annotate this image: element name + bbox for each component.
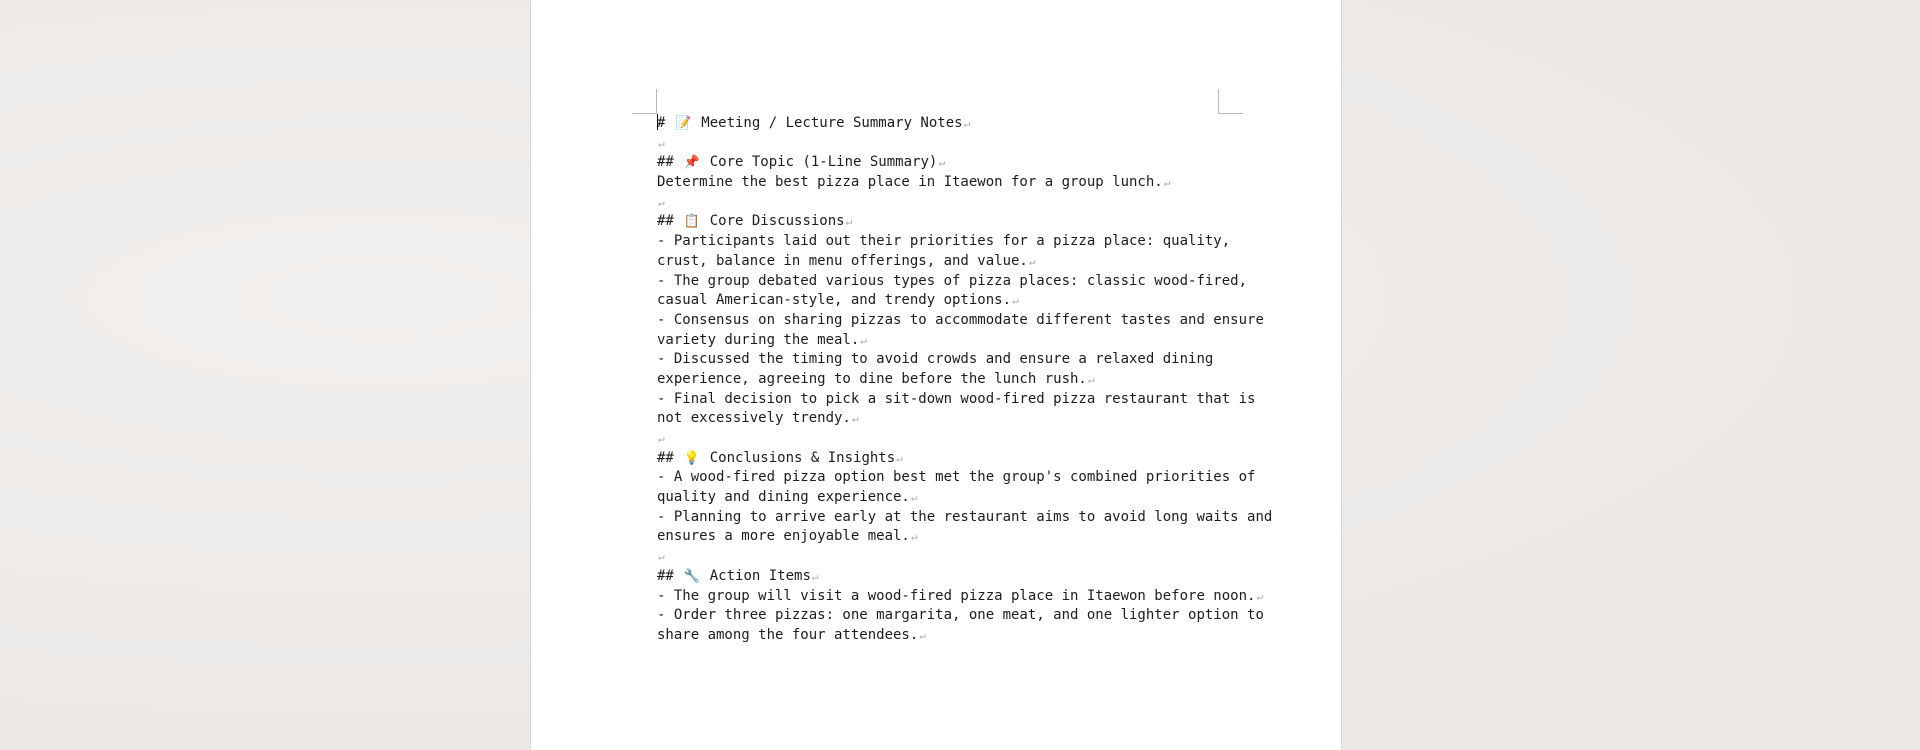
list-item-line[interactable] [657, 587, 1264, 607]
list-item-line[interactable] [657, 409, 1217, 429]
body-text: Determine the best pizza place in Itaewon for a group lunch. [657, 174, 1163, 191]
heading-marker: ## [657, 449, 683, 466]
list-item-line[interactable] [657, 311, 1264, 331]
paragraph-mark: ↵ [1012, 294, 1019, 308]
list-item-text: share among the four attendees. [657, 626, 919, 643]
list-item-line[interactable] [657, 606, 1264, 626]
paragraph-mark: ↵ [658, 136, 665, 150]
core-discussions-list [657, 232, 1264, 429]
paragraph-mark: ↵ [910, 491, 918, 505]
list-item-text: not excessively trendy. [657, 410, 851, 427]
lightbulb-icon: 💡 [683, 450, 700, 466]
list-item-text: - Order three pizzas: one margarita, one meat, and one lighter option to [657, 607, 1264, 624]
list-item-line[interactable] [657, 232, 1231, 252]
section-heading: Core Topic (1-Line Summary) [701, 154, 938, 171]
list-item-line[interactable] [657, 390, 1256, 410]
margin-corner-top-left [632, 89, 657, 114]
paragraph-mark: ↵ [910, 530, 918, 544]
list-item-text: - Planning to arrive early at the restaurant aims to avoid long waits and [657, 508, 1273, 525]
margin-corner-top-right [1218, 89, 1243, 114]
section-heading: Core Discussions [701, 213, 845, 230]
list-item-line[interactable] [657, 272, 1248, 292]
heading-marker: ## [657, 567, 683, 584]
conclusions-heading[interactable] [657, 449, 1217, 469]
list-item-text: - Participants laid out their priorities for a pizza place: quality, [657, 233, 1231, 250]
paragraph-mark: ↵ [1163, 176, 1171, 190]
heading-marker: # [657, 115, 674, 131]
pushpin-icon: 📌 [683, 155, 700, 171]
paragraph-mark: ↵ [963, 117, 971, 130]
list-item-text: ensures a more enjoyable meal. [657, 528, 910, 545]
list-item-text: - The group debated various types of pizza places: classic wood-fired, [657, 272, 1248, 289]
list-item-line[interactable] [657, 291, 1217, 311]
list-item-text: experience, agreeing to dine before the lunch rush. [657, 370, 1087, 387]
wrench-icon: 🔧 [683, 568, 700, 584]
title-line[interactable] [657, 114, 1217, 134]
list-item-text: - Consensus on sharing pizzas to accommodate different tastes and ensure [657, 311, 1264, 328]
list-item-text: - A wood-fired pizza option best met the group's combined priorities of [657, 469, 1256, 486]
paragraph-mark: ↵ [811, 569, 819, 583]
paragraph-mark: ↵ [845, 215, 853, 229]
empty-line[interactable] [657, 429, 1217, 449]
paragraph-mark: ↵ [1028, 254, 1036, 268]
paragraph-mark: ↵ [896, 451, 903, 465]
list-item-text: casual American-style, and trendy options. [657, 292, 1012, 309]
paragraph-mark: ↵ [919, 628, 926, 642]
list-item-text: - Final decision to pick a sit-down wood-fired pizza restaurant that is [657, 390, 1256, 407]
list-item-text: quality and dining experience. [657, 489, 910, 506]
core-topic-heading[interactable] [657, 153, 1217, 173]
action-items-list [657, 587, 1264, 646]
list-item-line[interactable] [657, 626, 1217, 646]
empty-line[interactable] [657, 193, 1217, 213]
list-item-line[interactable] [657, 468, 1256, 488]
conclusions-list [657, 468, 1273, 547]
list-item-line[interactable] [657, 508, 1273, 528]
core-topic-body[interactable] [657, 173, 1217, 193]
list-item-text: - The group will visit a wood-fired pizza place in Itaewon before noon. [657, 587, 1256, 604]
document-page[interactable] [530, 0, 1342, 750]
list-item-text: crust, balance in menu offerings, and value. [657, 252, 1028, 269]
section-heading: Conclusions & Insights [701, 449, 896, 466]
action-items-heading[interactable] [657, 567, 1217, 587]
empty-line[interactable] [657, 134, 1217, 154]
list-item-text: variety during the meal. [657, 331, 860, 348]
list-item-line[interactable] [657, 488, 1217, 508]
section-heading: Action Items [701, 567, 811, 584]
paragraph-mark: ↵ [658, 195, 665, 209]
paragraph-mark: ↵ [860, 333, 867, 347]
clipboard-icon: 📋 [683, 214, 700, 230]
heading-marker: ## [657, 213, 683, 230]
list-item-line[interactable] [657, 252, 1217, 272]
list-item-line[interactable] [657, 331, 1217, 351]
list-item-line[interactable] [657, 527, 1217, 547]
paragraph-mark: ↵ [658, 432, 665, 445]
paragraph-mark: ↵ [1256, 589, 1264, 603]
list-item-text: - Discussed the timing to avoid crowds and ensure a relaxed dining [657, 351, 1214, 368]
core-discussions-heading[interactable] [657, 212, 1217, 232]
empty-line[interactable] [657, 547, 1217, 567]
paragraph-mark: ↵ [1087, 372, 1095, 386]
memo-icon: 📝 [675, 116, 692, 131]
paragraph-mark: ↵ [938, 156, 945, 170]
document-title: Meeting / Lecture Summary Notes [692, 115, 963, 131]
heading-marker: ## [657, 154, 683, 171]
document-body[interactable] [657, 114, 1273, 646]
list-item-line[interactable] [657, 350, 1217, 370]
list-item-line[interactable] [657, 370, 1217, 390]
paragraph-mark: ↵ [658, 550, 665, 564]
paragraph-mark: ↵ [851, 412, 859, 426]
